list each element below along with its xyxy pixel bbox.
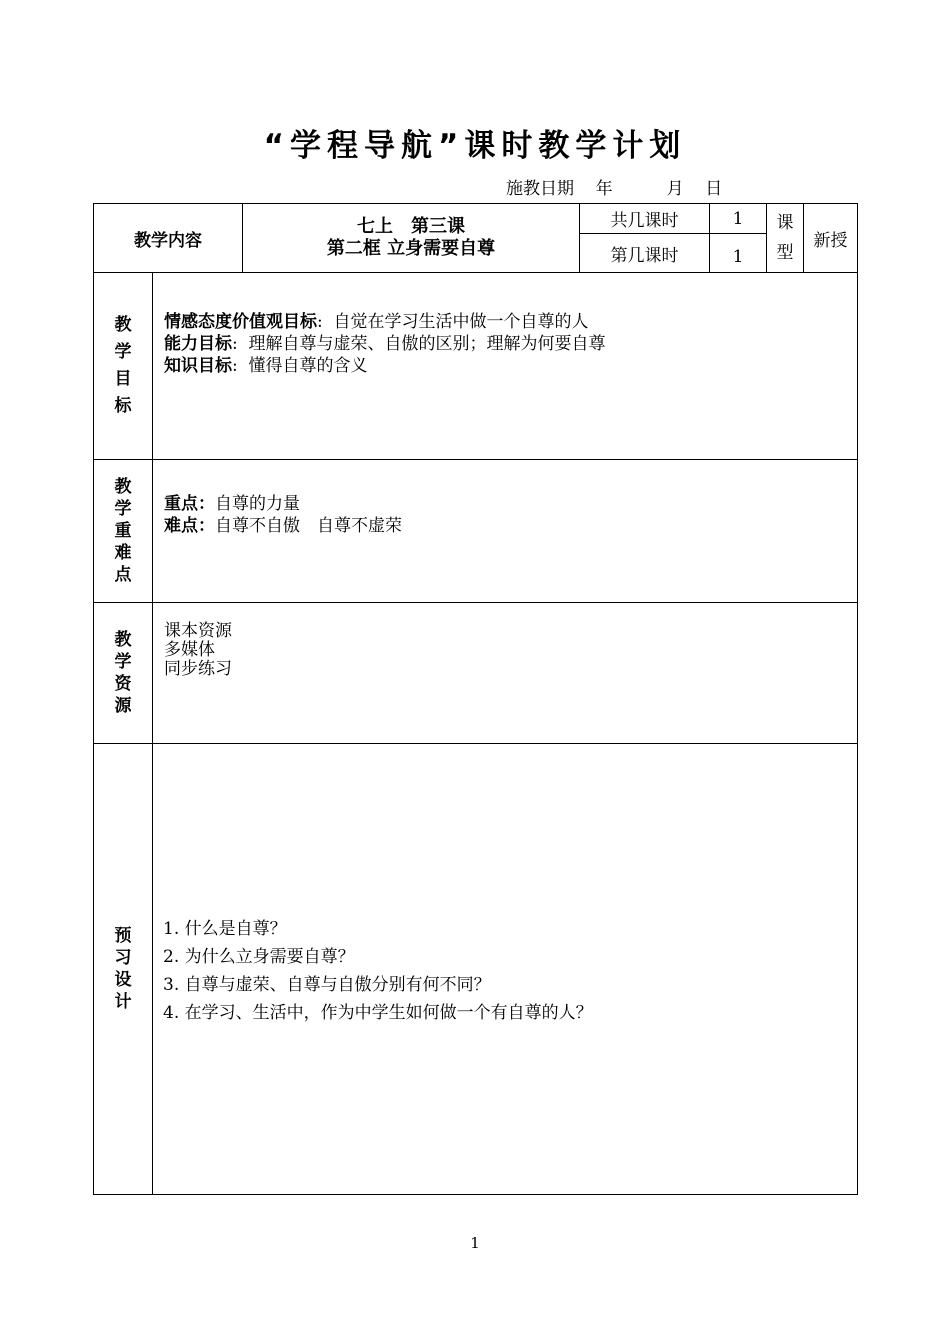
preview-question: 1. 什么是自尊？	[163, 919, 287, 939]
nth-hour-value: 1	[732, 247, 744, 267]
nth-hour-label-cell	[579, 233, 710, 273]
lesson-type-value: 新授	[813, 230, 848, 251]
content-label: 教学内容	[134, 230, 202, 251]
preview-question: 2. 为什么立身需要自尊？	[163, 947, 355, 967]
keypoints-label-cell	[93, 459, 153, 603]
total-hours-value: 1	[732, 208, 744, 229]
keypoints-content-cell	[152, 459, 858, 603]
resources-content-cell	[152, 602, 858, 744]
preview-label-cell	[93, 743, 153, 1195]
date-line	[506, 174, 722, 199]
date-month: 月	[666, 179, 684, 199]
nth-hour-value-cell	[709, 233, 767, 273]
ability-goal: 能力目标: 理解自尊与虚荣、自傲的区别；理解为何要自尊	[164, 334, 606, 354]
total-hours-label-cell	[579, 203, 710, 234]
goals-content-cell	[152, 272, 858, 460]
resource-item: 同步练习	[164, 659, 232, 679]
date-label: 施教日期	[506, 179, 574, 199]
resource-item: 课本资源	[164, 621, 232, 641]
difficult-point: 难点：自尊不自傲 自尊不虚荣	[164, 516, 402, 536]
lesson-type-value-cell	[803, 203, 858, 273]
total-hours-value-cell	[709, 203, 767, 234]
resources-label-cell	[93, 602, 153, 744]
date-day: 日	[705, 179, 723, 199]
page-number: 1	[470, 1234, 480, 1252]
lesson-title-cell	[242, 203, 580, 273]
resource-item: 多媒体	[164, 640, 215, 660]
nth-hour-label: 第几课时	[610, 245, 679, 266]
goals-label-cell	[93, 272, 153, 460]
goals-label: 教 学 目 标	[114, 315, 132, 416]
content-label-cell	[93, 203, 243, 273]
preview-question: 3. 自尊与虚荣、自尊与自傲分别有何不同？	[163, 975, 491, 995]
resources-label: 教 学 资 源	[114, 630, 132, 716]
lesson-line-2: 第二框 立身需要自尊	[326, 238, 496, 259]
knowledge-goal: 知识目标: 懂得自尊的含义	[164, 356, 368, 376]
key-point: 重点：自尊的力量	[164, 494, 300, 514]
page-title: “学程导航”课时教学计划	[263, 128, 687, 164]
date-year: 年	[595, 179, 613, 199]
preview-question: 4. 在学习、生活中，作为中学生如何做一个有自尊的人？	[163, 1003, 593, 1023]
preview-content-cell	[152, 743, 858, 1195]
emotion-goal: 情感态度价值观目标: 自觉在学习生活中做一个自尊的人	[164, 312, 589, 332]
lesson-line-1: 七上 第三课	[357, 216, 465, 237]
lesson-type-label-2: 型	[776, 243, 794, 263]
keypoints-label: 教 学 重 难 点	[114, 477, 132, 585]
lesson-type-label-cell	[766, 203, 804, 273]
total-hours-label: 共几课时	[610, 211, 679, 231]
preview-label: 预 习 设 计	[114, 926, 132, 1012]
lesson-type-label-1: 课	[776, 213, 794, 233]
